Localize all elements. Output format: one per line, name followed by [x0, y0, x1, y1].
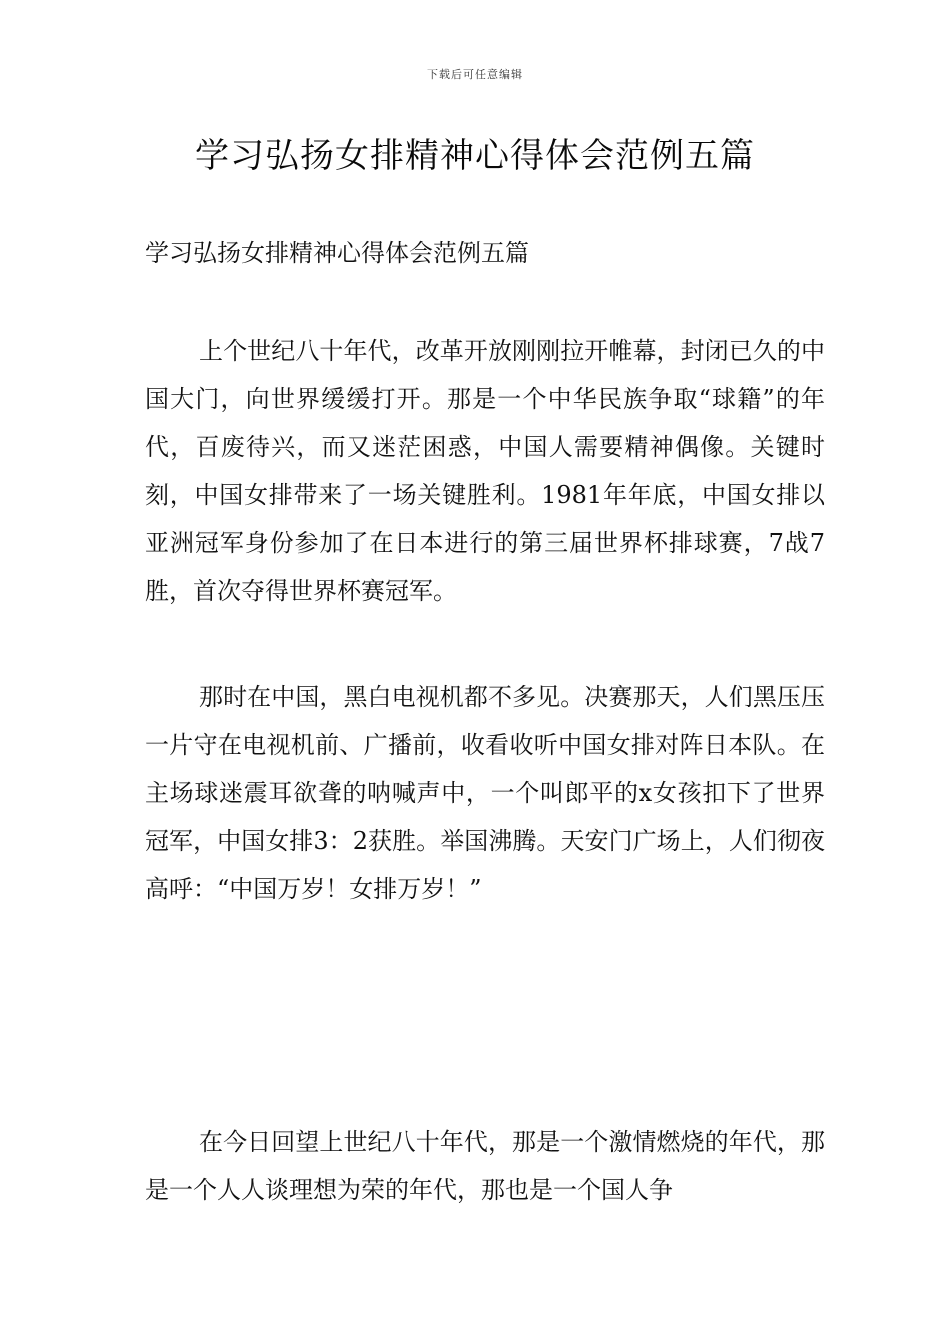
paragraph-2: 那时在中国，黑白电视机都不多见。决赛那天，人们黑压压一片守在电视机前、广播前，收看收听中国女排对阵日本队。在主场球迷震耳欲聋的呐喊声中，一个叫郎平的x女孩扣下了世界冠军，中国女排3：2获胜。举国沸腾。天安门广场上，人们彻夜高呼：“中国万岁！女排万岁！” [145, 683, 825, 903]
paragraph-3: 在今日回望上世纪八十年代，那是一个激情燃烧的年代，那是一个人人谈理想为荣的年代，那也是一个国人争 [145, 1128, 825, 1204]
document-subtitle: 学习弘扬女排精神心得体会范例五篇 [145, 239, 529, 267]
paragraph-1: 上个世纪八十年代，改革开放刚刚拉开帷幕，封闭已久的中国大门，向世界缓缓打开。那是一个中华民族争取“球籍”的年代，百废待兴，而又迷茫困惑，中国人需要精神偶像。关键时刻，中国女排带来了一场关键胜利。1981年年底，中国女排以亚洲冠军身份参加了在日本进行的第三届世界杯排球赛，7战7胜，首次夺得世界杯赛冠军。 [145, 337, 825, 605]
document-title: 学习弘扬女排精神心得体会范例五篇 [195, 136, 755, 176]
header-note: 下载后可任意编辑 [427, 68, 523, 81]
